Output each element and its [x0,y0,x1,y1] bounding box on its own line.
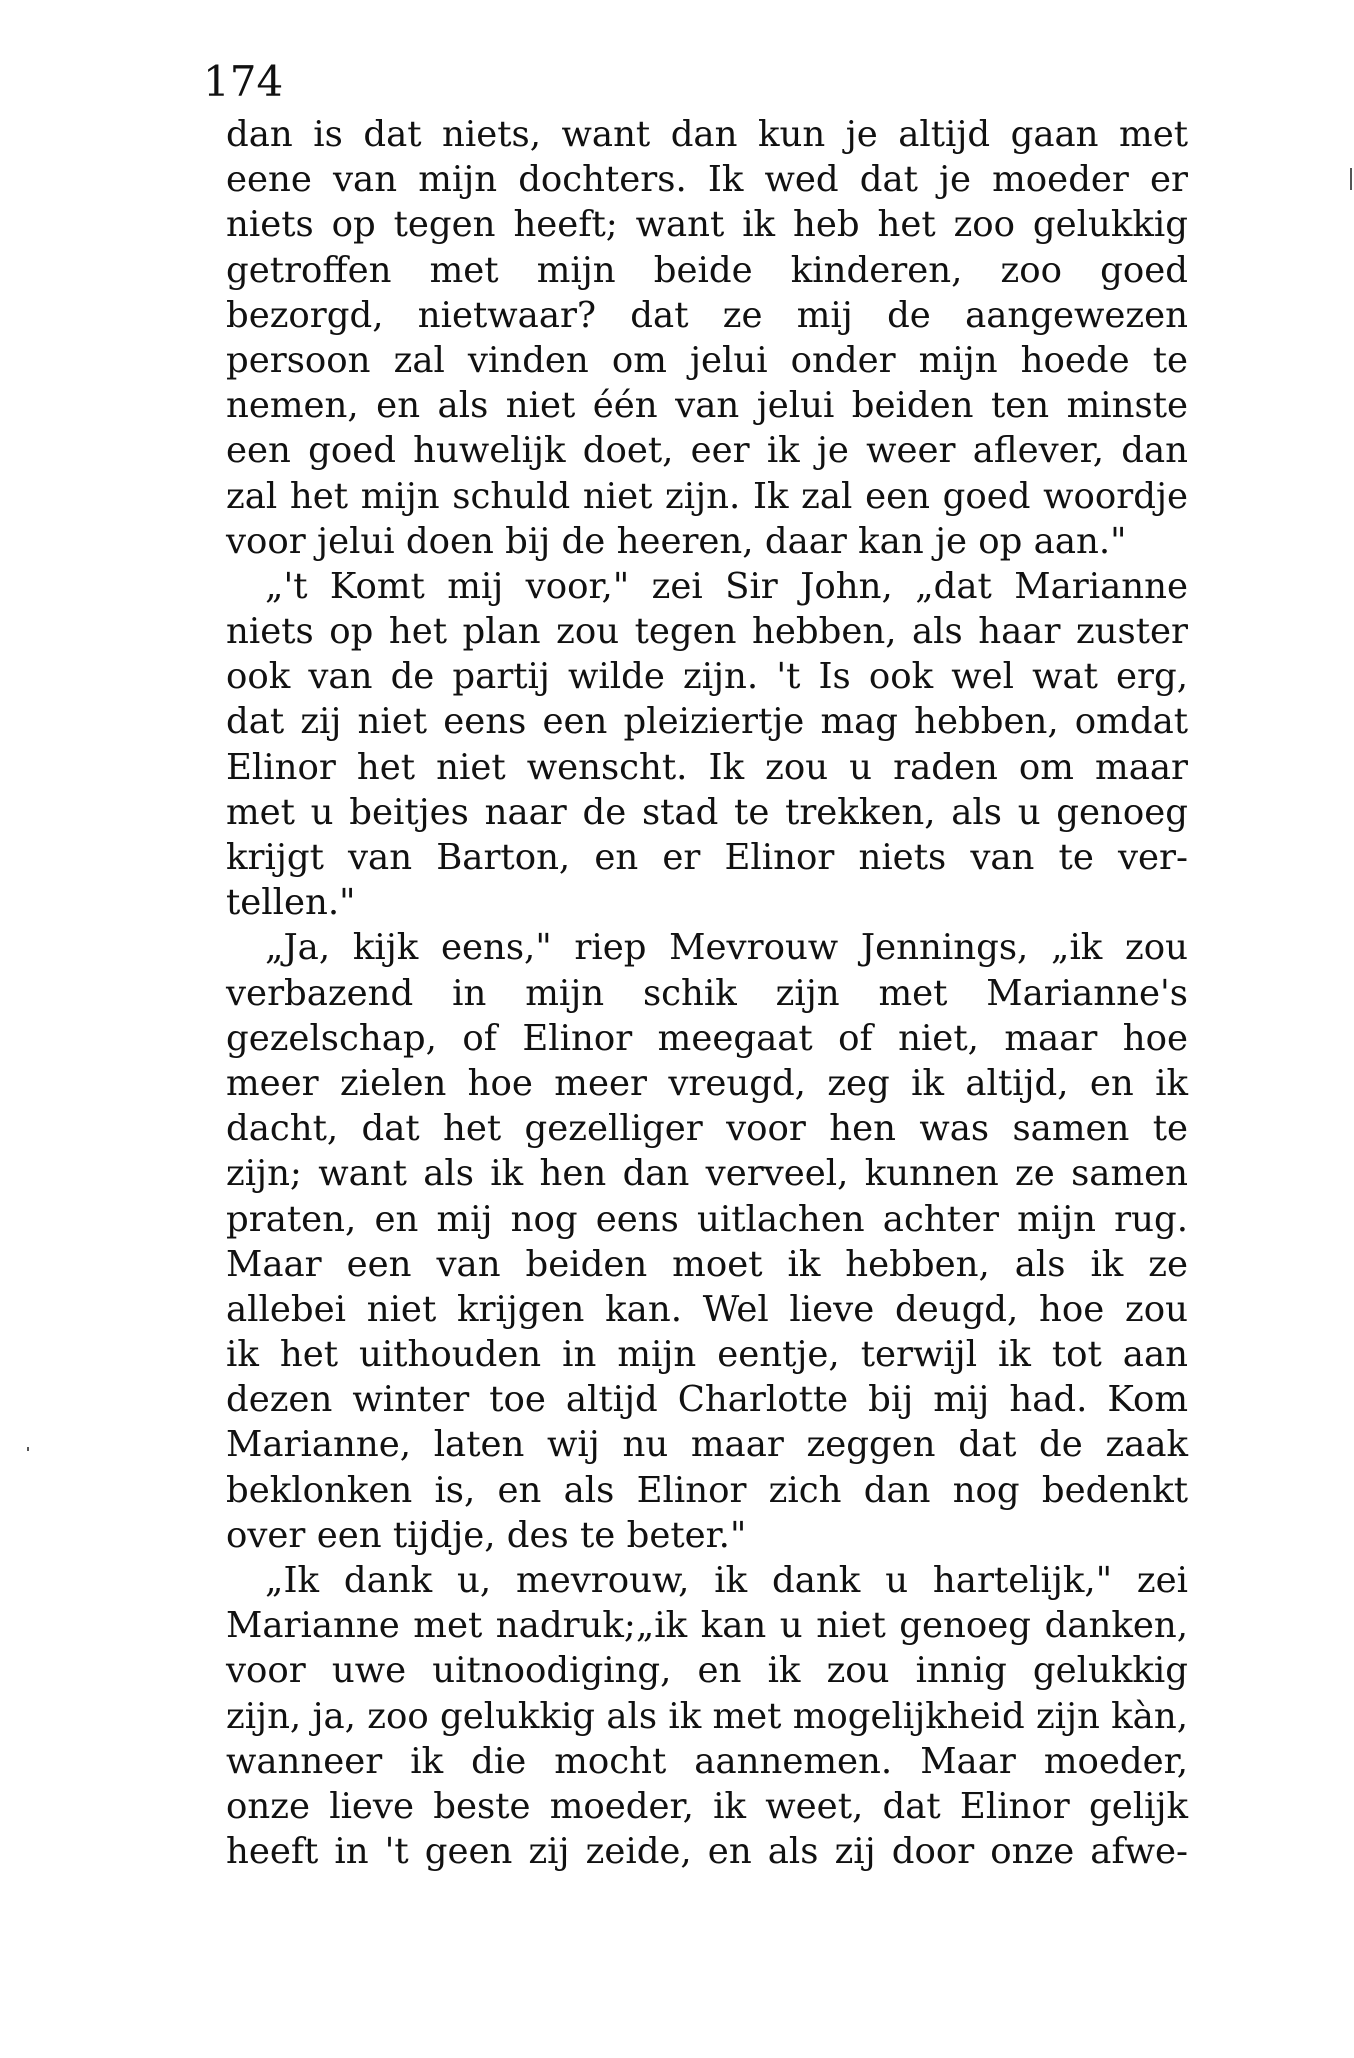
text-line: persoon zal vinden om jelui onder mijn hoede te [226,339,1188,381]
text-line: allebei niet krijgen kan. Wel lieve deugd, hoe zou [226,1288,1188,1330]
text-line: nemen, en als niet één van jelui beiden ten minste [226,385,1188,427]
text-line: onze lieve beste moeder, ik weet, dat Elinor gelijk [226,1785,1188,1827]
text-line: ook van de partij wilde zijn. 't Is ook wel wat erg, [226,656,1188,698]
text-line: getroffen met mijn beide kinderen, zoo goed [226,249,1188,291]
text-line: voor uwe uitnoodiging, en ik zou innig gelukkig [226,1650,1188,1692]
text-line: een goed huwelijk doet, eer ik je weer aflever, dan [226,430,1188,472]
text-line: ik het uithouden in mijn eentje, terwijl ik tot aan [226,1334,1188,1376]
text-line: tellen." [226,882,356,924]
text-line: eene van mijn dochters. Ik wed dat je moeder er [226,159,1188,201]
body-text [226,112,1188,1874]
paragraph-start-line: „Ja, kijk eens," riep Mevrouw Jennings, „ik zou [265,927,1188,969]
text-line: dan is dat niets, want dan kun je altijd gaan met [226,114,1188,155]
paragraph-start-line: „Ik dank u, mevrouw, ik dank u hartelijk," zei [265,1560,1188,1601]
text-line: voor jelui doen bij de heeren, daar kan je op aan." [226,520,1127,562]
text-line: bezorgd, nietwaar? dat ze mij de aangewezen [226,294,1188,336]
text-line: gezelschap, of Elinor meegaat of niet, maar hoe [226,1017,1188,1059]
page-number: 174 [203,57,284,106]
text-line: meer zielen hoe meer vreugd, zeg ik altijd, en ik [226,1062,1188,1104]
text-line: niets op tegen heeft; want ik heb het zoo gelukkig [226,204,1188,246]
text-line: heeft in 't geen zij zeide, en als zij door onze afwe- [226,1831,1188,1873]
text-line: dat zij niet eens een pleiziertje mag hebben, omdat [226,701,1188,743]
text-line: zal het mijn schuld niet zijn. Ik zal een goed woordje [226,475,1188,517]
text-line: krijgt van Barton, en er Elinor niets van te ver- [226,837,1188,878]
text-line: zijn; want als ik hen dan verveel, kunnen ze samen [226,1153,1188,1195]
text-line: verbazend in mijn schik zijn met Marianne's [226,972,1188,1014]
text-line: Marianne met nadruk;„ik kan u niet genoeg danken, [226,1605,1188,1647]
text-line: Maar een van beiden moet ik hebben, als ik ze [226,1243,1188,1285]
text-line: beklonken is, en als Elinor zich dan nog bedenkt [226,1469,1188,1511]
text-line: dezen winter toe altijd Charlotte bij mij had. Kom [226,1379,1188,1421]
text-line: zijn, ja, zoo gelukkig als ik met mogelijkheid zijn kàn, [226,1695,1188,1737]
text-line: wanneer ik die mocht aannemen. Maar moeder, [226,1740,1188,1782]
scan-speck [1350,168,1352,190]
text-line: over een tijdje, des te beter." [226,1514,747,1556]
text-line: dacht, dat het gezelliger voor hen was samen te [226,1108,1188,1150]
scan-speck [27,1447,29,1451]
paragraph-start-line: „'t Komt mij voor," zei Sir John, „dat Marianne [265,565,1188,607]
text-line: met u beitjes naar de stad te trekken, als u genoeg [226,791,1188,833]
text-line: niets op het plan zou tegen hebben, als haar zuster [226,611,1188,653]
text-line: praten, en mij nog eens uitlachen achter mijn rug. [226,1198,1188,1240]
text-line: Marianne, laten wij nu maar zeggen dat de zaak [226,1424,1188,1466]
text-line: Elinor het niet wenscht. Ik zou u raden om maar [226,746,1188,788]
